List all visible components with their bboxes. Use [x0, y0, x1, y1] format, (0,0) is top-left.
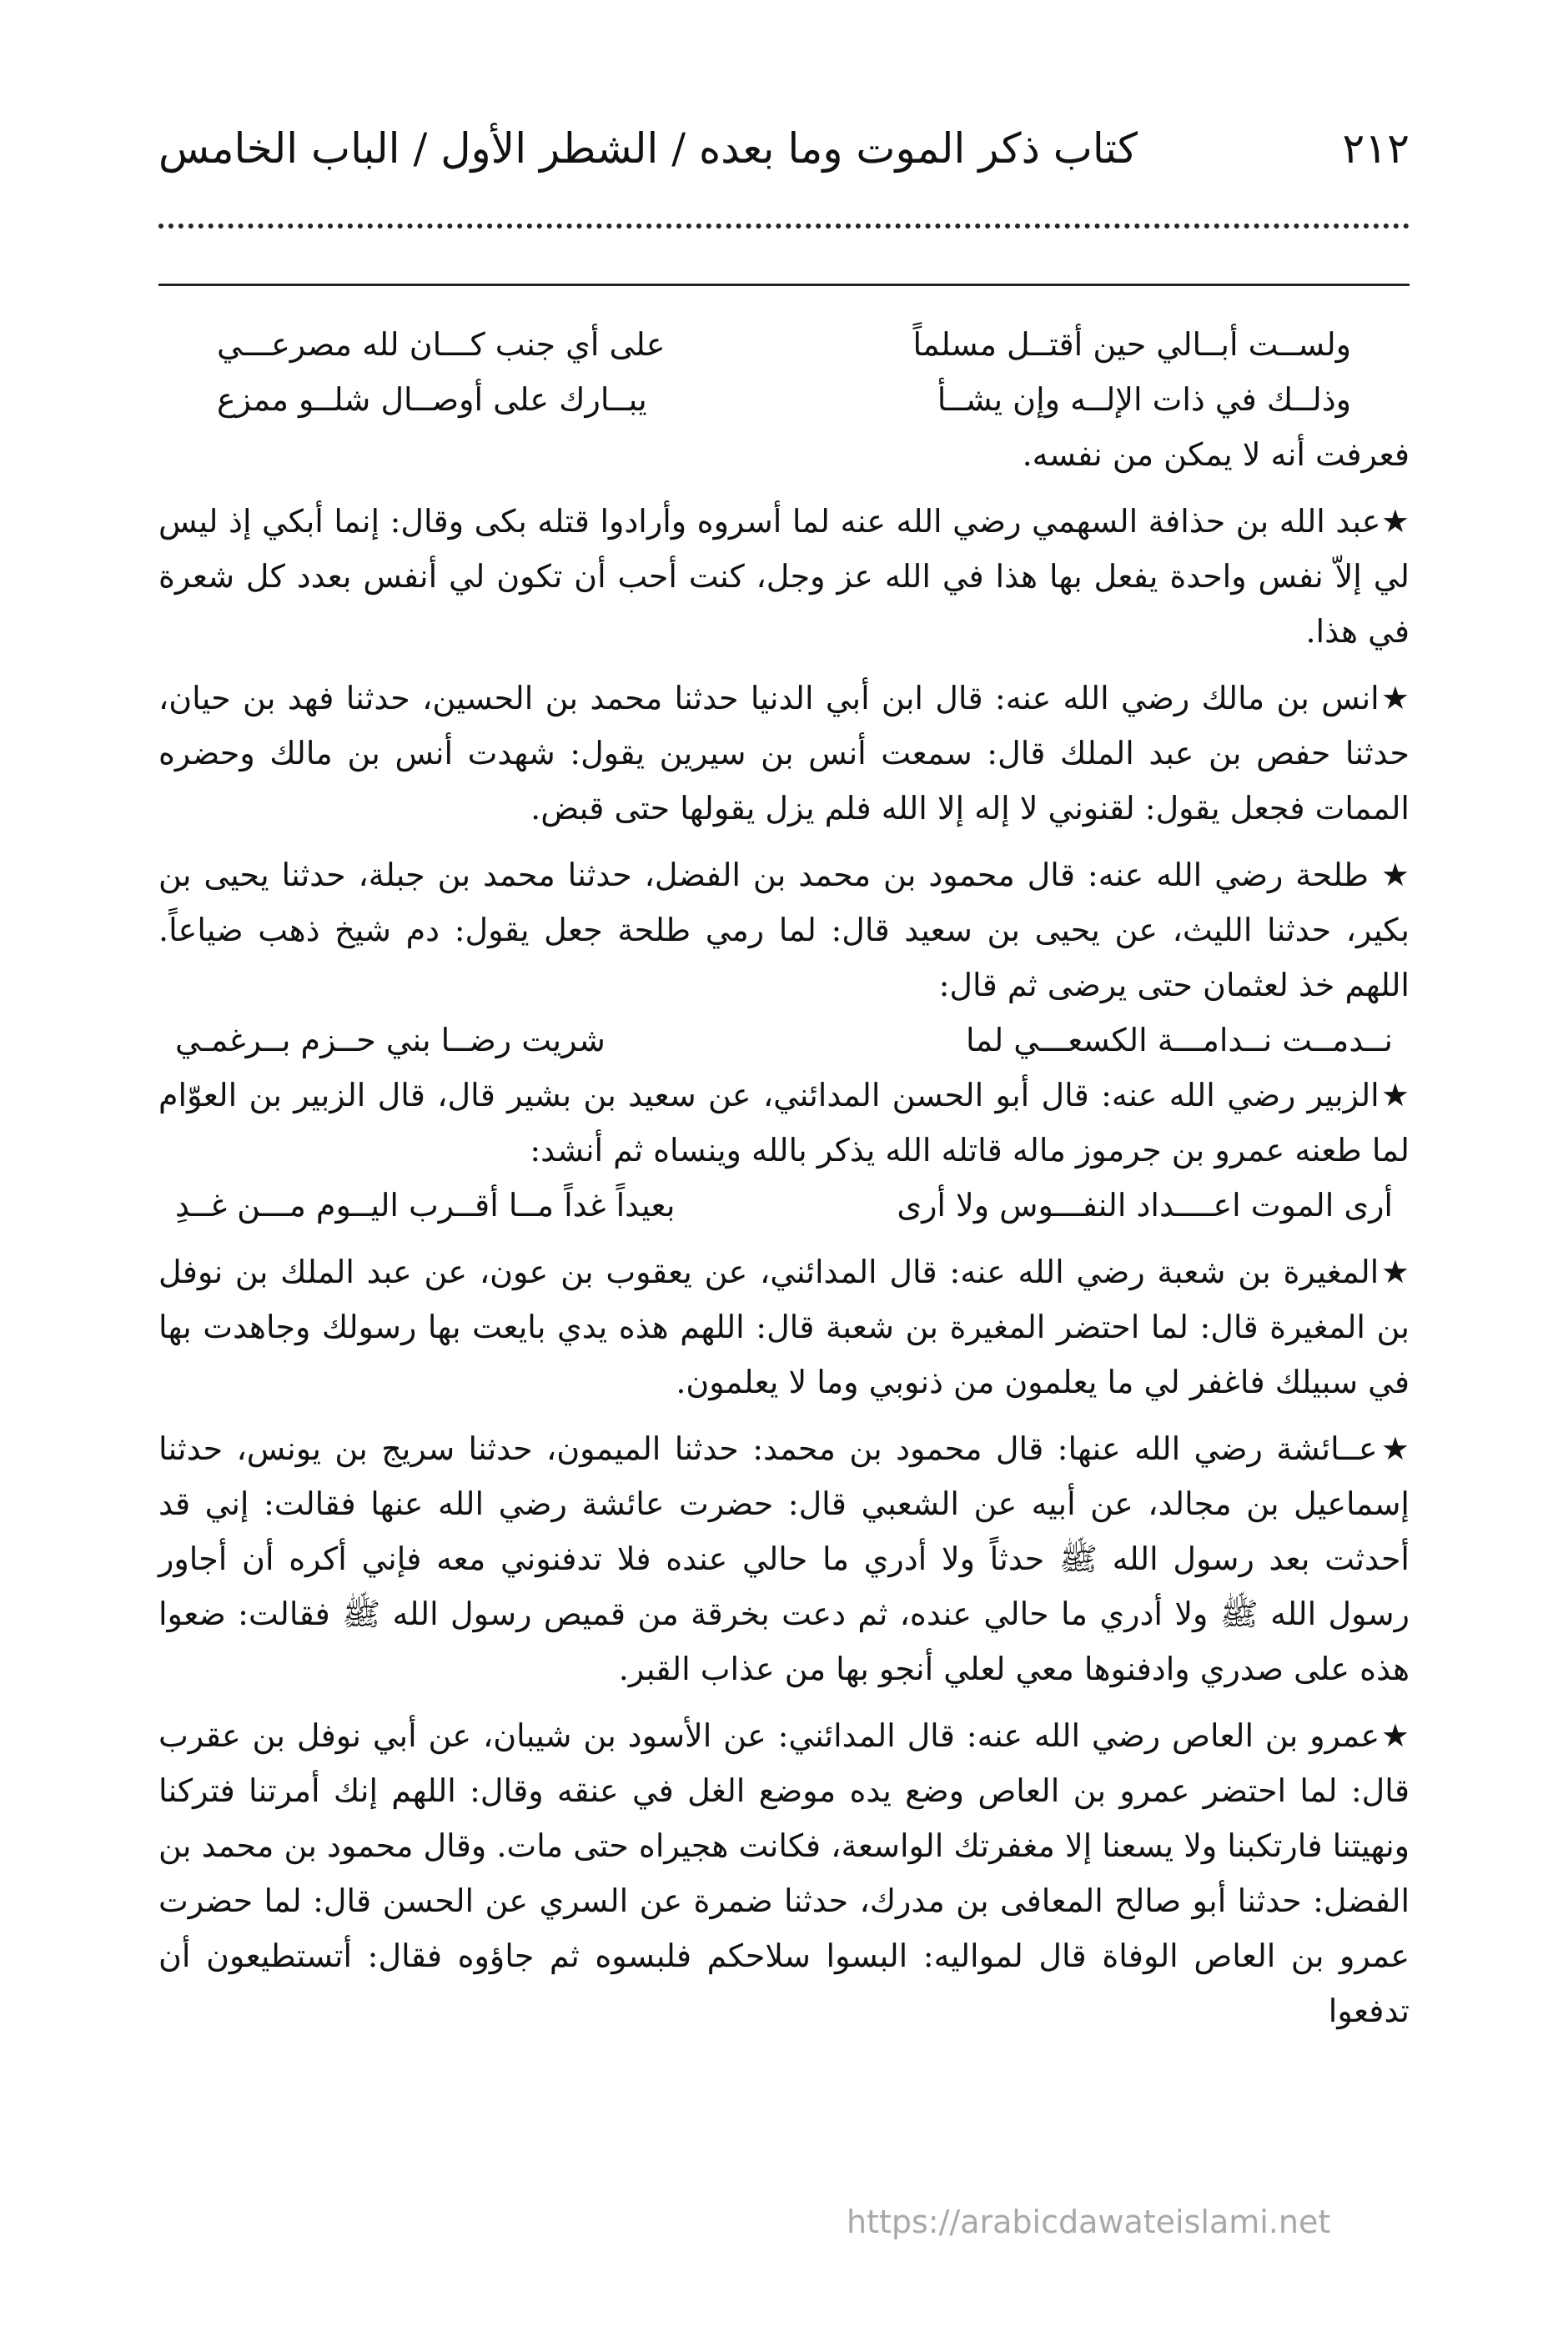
paragraph: ★عبد الله بن حذافة السهمي رضي الله عنه لما أسروه وأرادوا قتله بكى وقال: إنما أبكي إذ ليس لي إلاّ نفس واحدة يفعل بها هذا في الله عز وجل، كنت أحب أن تكون لي أنفس بعدد كل شعرة في هذا.	[158, 503, 1410, 650]
paragraph: ★انس بن مالك رضي الله عنه: قال ابن أبي الدنيا حدثنا محمد بن الحسين، حدثنا فهد بن حيان، حدثنا حفص بن عبد الملك قال: سمعت أنس بن سيرين يقول: شهدت أنس بن مالك وحضره الممات فجعل يقول: لقنوني لا إله إلا الله فلم يزل يقولها حتى قبض.	[158, 680, 1410, 827]
verse-hemistich-second: بعيداً غداً مــا أقــرب اليــوم مـــن غــدِ	[175, 1187, 676, 1224]
paragraph: ★عــائشة رضي الله عنها: قال محمود بن محمد: حدثنا الميمون، حدثنا سريج بن يونس، حدثنا إسماعيل بن مجالد، عن أبيه عن الشعبي قال: حضرت عائشة رضي الله عنها فقالت: إني قد أحدثت بعد رسول الله ﷺ حدثاً ولا أدري ما حالي عنده فلا تدفنوني معه فإني أكره أن أجاور رسول الله ﷺ ولا أدري ما حالي عنده، ثم دعت بخرقة من قميص رسول الله ﷺ فقالت: ضعوا هذه على صدري وادفنوها معي لعلي أنجو بها من عذاب القبر.	[158, 1430, 1410, 1687]
verse-line	[158, 317, 1410, 372]
verse-hemistich-first: ولســت أبــالي حين أقتــل مسلماً	[912, 326, 1351, 363]
running-header	[158, 115, 1410, 182]
text-line: فعرفت أنه لا يمكن من نفسه.	[1022, 436, 1410, 473]
paragraph: ★المغيرة بن شعبة رضي الله عنه: قال المدائني، عن يعقوب بن عون، عن عبد الملك بن نوفل بن المغيرة قال: لما احتضر المغيرة بن شعبة قال: اللهم هذه يدي بايعت بها رسولك وجاهدت بها في سبيلك فاغفر لي ما يعلمون من ذنوبي وما لا يعلمون.	[158, 1254, 1410, 1400]
verse-hemistich-first: وذلــك في ذات الإلــه وإن يشــأ	[937, 381, 1351, 418]
watermark-url: https://arabicdawateislami.net	[847, 2204, 1331, 2240]
verse-hemistich-second: شريت رضــا بني حــزم بــرغمـي	[175, 1022, 606, 1058]
paragraph: ★الزبير رضي الله عنه: قال أبو الحسن المدائني، عن سعيد بن بشير قال، قال الزبير بن العوّام لما طعنه عمرو بن جرموز ماله قاتله الله يذكر بالله وينساه ثم أنشد:	[158, 1077, 1410, 1169]
verse-line	[158, 1178, 1410, 1233]
verse-line	[158, 1013, 1410, 1068]
page-number: ٢١٢	[1342, 124, 1410, 173]
verse-hemistich-second: على أي جنب كـــان لله مصرعـــي	[217, 326, 666, 363]
verse-hemistich-second: يبــارك على أوصــال شلــو ممزع	[217, 381, 647, 418]
verse-line	[158, 372, 1410, 427]
header-rule	[158, 284, 1410, 286]
paragraph: ★ طلحة رضي الله عنه: قال محمود بن محمد بن الفضل، حدثنا محمد بن جبلة، حدثنا يحيى بن بكير، حدثنا الليث، عن يحيى بن سعيد قال: لما رمي طلحة جعل يقول: دم شيخ ذهب ضياعاً. اللهم خذ لعثمان حتى يرضى ثم قال:	[158, 857, 1410, 1003]
running-title: كتاب ذكر الموت وما بعده / الشطر الأول / الباب الخامس	[158, 124, 1138, 173]
dotted-separator	[158, 224, 1410, 229]
verse-hemistich-first: أرى الموت اعــــداد النفـــوس ولا أرى	[897, 1187, 1393, 1224]
verse-hemistich-first: نــدمــت نــدامـــة الكسعـــي لما	[966, 1022, 1393, 1058]
page-body	[158, 317, 1410, 2038]
paragraph: ★عمرو بن العاص رضي الله عنه: قال المدائني: عن الأسود بن شيبان، عن أبي نوفل بن عقرب قال: لما احتضر عمرو بن العاص وضع يده موضع الغل في عنقه وقال: اللهم إنك أمرتنا فتركنا ونهيتنا فارتكبنا ولا يسعنا إلا مغفرتك الواسعة، فكانت هجيراه حتى مات. وقال محمود بن محمد بن الفضل: حدثنا أبو صالح المعافى بن مدرك، حدثنا ضمرة عن السري عن الحسن قال: لما حضرت عمرو بن العاص الوفاة قال لمواليه: البسوا سلاحكم فلبسوه ثم جاؤوه فقال: أتستطيعون أن تدفعوا	[158, 1717, 1410, 2029]
